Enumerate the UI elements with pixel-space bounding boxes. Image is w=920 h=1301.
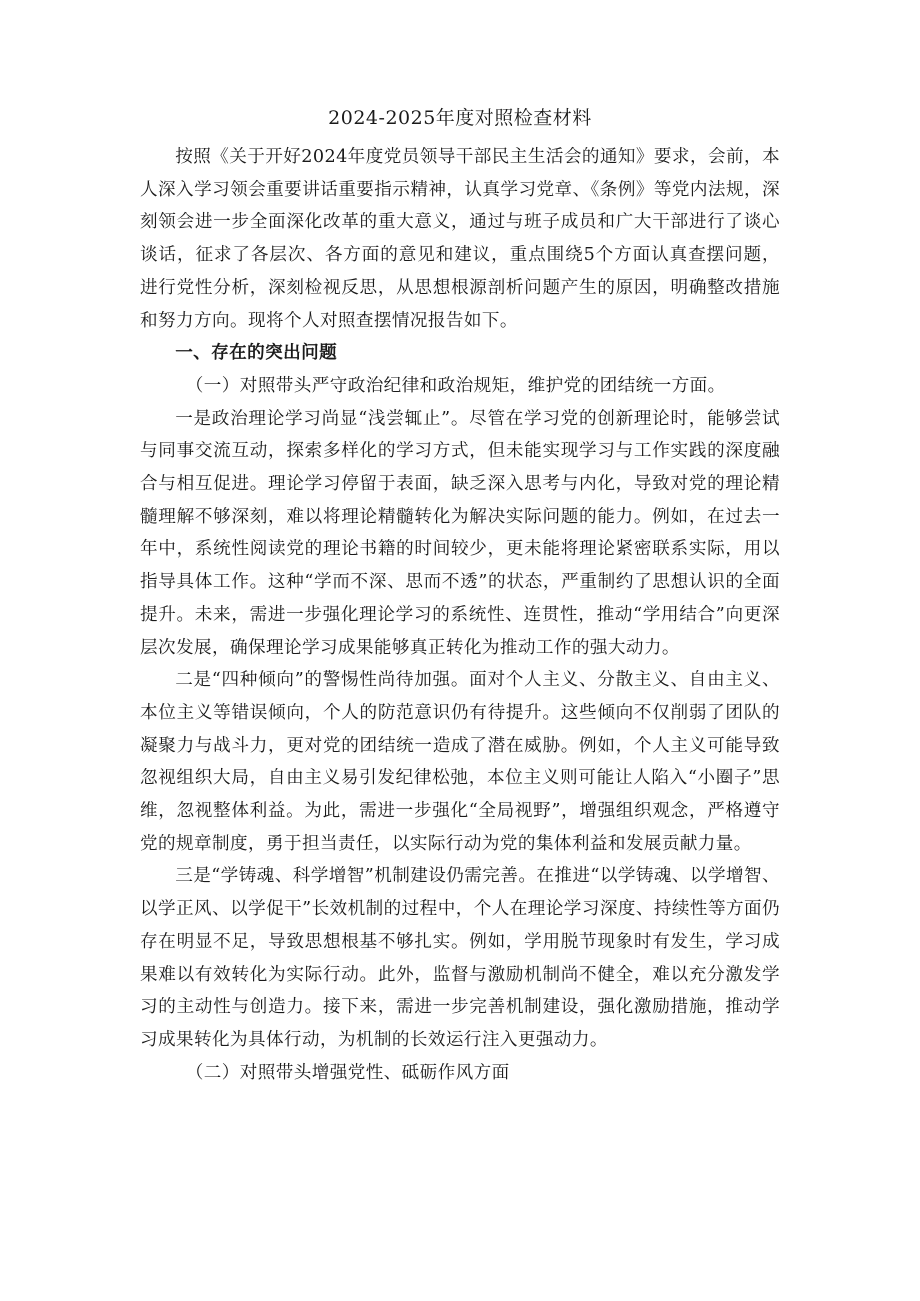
paragraph-theory-study: 一是政治理论学习尚显“浅尝辄止”。尽管在学习党的创新理论时，能够尝试与同事交流互动，探索多样化的学习方式，但未能实现学习与工作实践的深度融合与相互促进。理论学习停留于表面，缺乏深入思考与内化，导致对党的理论精髓理解不够深刻，难以将理论精髓转化为解决实际问题的能力。例如，在过去一年中，系统性阅读党的理论书籍的时间较少，更未能将理论紧密联系实际，用以指导具体工作。这种“学而不深、思而不透”的状态，严重制约了思想认识的全面提升。未来，需进一步强化理论学习的系统性、连贯性，推动“学用结合”向更深层次发展，确保理论学习成果能够真正转化为推动工作的强大动力。 <box>140 408 780 658</box>
intro-paragraph: 按照《关于开好2024年度党员领导干部民主生活会的通知》要求，会前，本人深入学习领会重要讲话重要指示精神，认真学习党章、《条例》等党内法规，深刻领会进一步全面深化改革的重大意义，通过与班子成员和广大干部进行了谈心谈话，征求了各层次、各方面的意见和建议，重点围绕5个方面认真查摆问题，进行党性分析，深刻检视反思，从思想根源剖析问题产生的原因，明确整改措施和努力方向。现将个人对照查摆情况报告如下。 <box>140 147 780 331</box>
paragraph-four-tendencies: 二是“四种倾向”的警惕性尚待加强。面对个人主义、分散主义、自由主义、本位主义等错误倾向，个人的防范意识仍有待提升。这些倾向不仅削弱了团队的凝聚力与战斗力，更对党的团结统一造成了潜在威胁。例如，个人主义可能导致忽视组织大局，自由主义易引发纪律松弛，本位主义则可能让人陷入“小圈子”思维，忽视整体利益。为此，需进一步强化“全局视野”，增强组织观念，严格遵守党的规章制度，勇于担当责任，以实际行动为党的集体利益和发展贡献力量。 <box>140 670 780 854</box>
document-title: 2024-2025年度对照检查材料 <box>328 107 592 129</box>
paragraph-mechanism-building: 三是“学铸魂、科学增智”机制建设仍需完善。在推进“以学铸魂、以学增智、以学正风、以学促干”长效机制的过程中，个人在理论学习深度、持续性等方面仍存在明显不足，导致思想根基不够扎实。例如，学用脱节现象时有发生，学习成果难以有效转化为实际行动。此外，监督与激励机制尚不健全，难以充分激发学习的主动性与创造力。接下来，需进一步完善机制建设，强化激励措施，推动学习成果转化为具体行动，为机制的长效运行注入更强动力。 <box>140 866 780 1050</box>
subsection-heading-1: （一）对照带头严守政治纪律和政治规矩，维护党的团结统一方面。 <box>185 375 726 396</box>
subsection-heading-2: （二）对照带头增强党性、砥砺作风方面 <box>185 1062 510 1083</box>
document-body <box>140 141 780 1089</box>
section-heading-problems: 一、存在的突出问题 <box>175 342 338 364</box>
